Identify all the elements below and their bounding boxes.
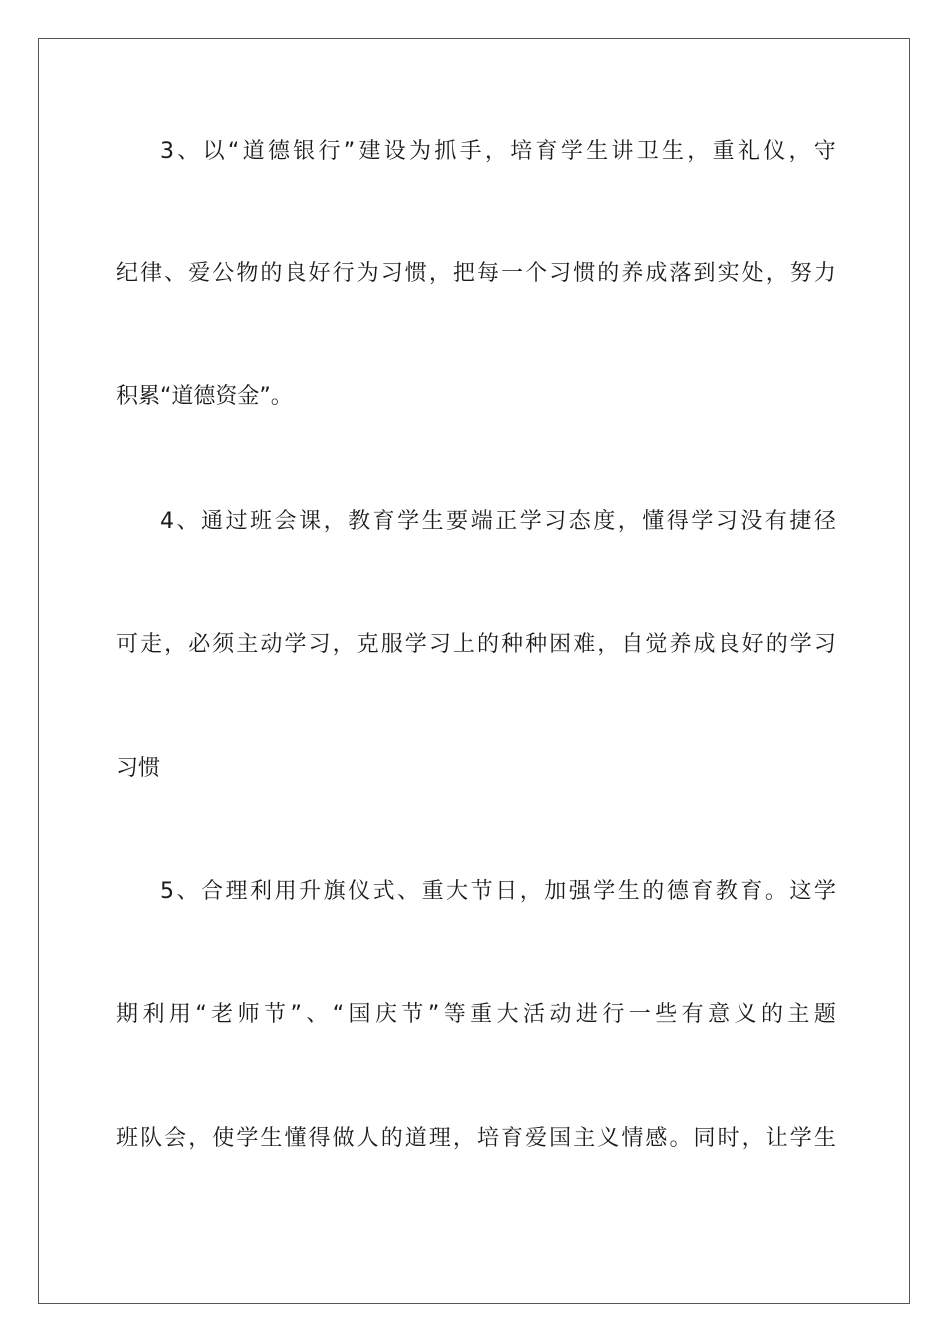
paragraph-4-line-3: 习惯 (116, 756, 161, 781)
paragraph-5-line-1: 5 、 合 理 利 用 升 旗 仪 式 、 重 大 节 日 ， 加 强 学 生 的 德 育 教 育 。 这 学 (160, 879, 836, 904)
paragraph-4-line-1: 4 、 通 过 班 会 课 ， 教 育 学 生 要 端 正 学 习 态 度 ， 懂 得 学 习 没 有 捷 径 (160, 509, 836, 534)
paragraph-4-line-2: 可 走 ， 必 须 主 动 学 习 ， 克 服 学 习 上 的 种 种 困 难 ， 自 觉 养 成 良 好 的 学 习 (116, 632, 836, 657)
paragraph-3-line-1: 3 、 以 “ 道 德 银 行 ” 建 设 为 抓 手 ， 培 育 学 生 讲 卫 生 ， 重 礼 仪 ， 守 (160, 139, 836, 164)
paragraph-3-line-3: 积累“道德资金”。 (116, 384, 293, 409)
paragraph-3-line-2: 纪 律 、 爱 公 物 的 良 好 行 为 习 惯 ， 把 每 一 个 习 惯 的 养 成 落 到 实 处 ， 努 力 (116, 261, 836, 286)
page-border (38, 38, 910, 1304)
paragraph-5-line-3: 班 队 会 ， 使 学 生 懂 得 做 人 的 道 理 ， 培 育 爱 国 主 义 情 感 。 同 时 ， 让 学 生 (116, 1126, 836, 1151)
paragraph-5-line-2: 期 利 用 “ 老 师 节 ” 、 “ 国 庆 节 ” 等 重 大 活 动 进 行 一 些 有 意 义 的 主 题 (116, 1002, 836, 1027)
